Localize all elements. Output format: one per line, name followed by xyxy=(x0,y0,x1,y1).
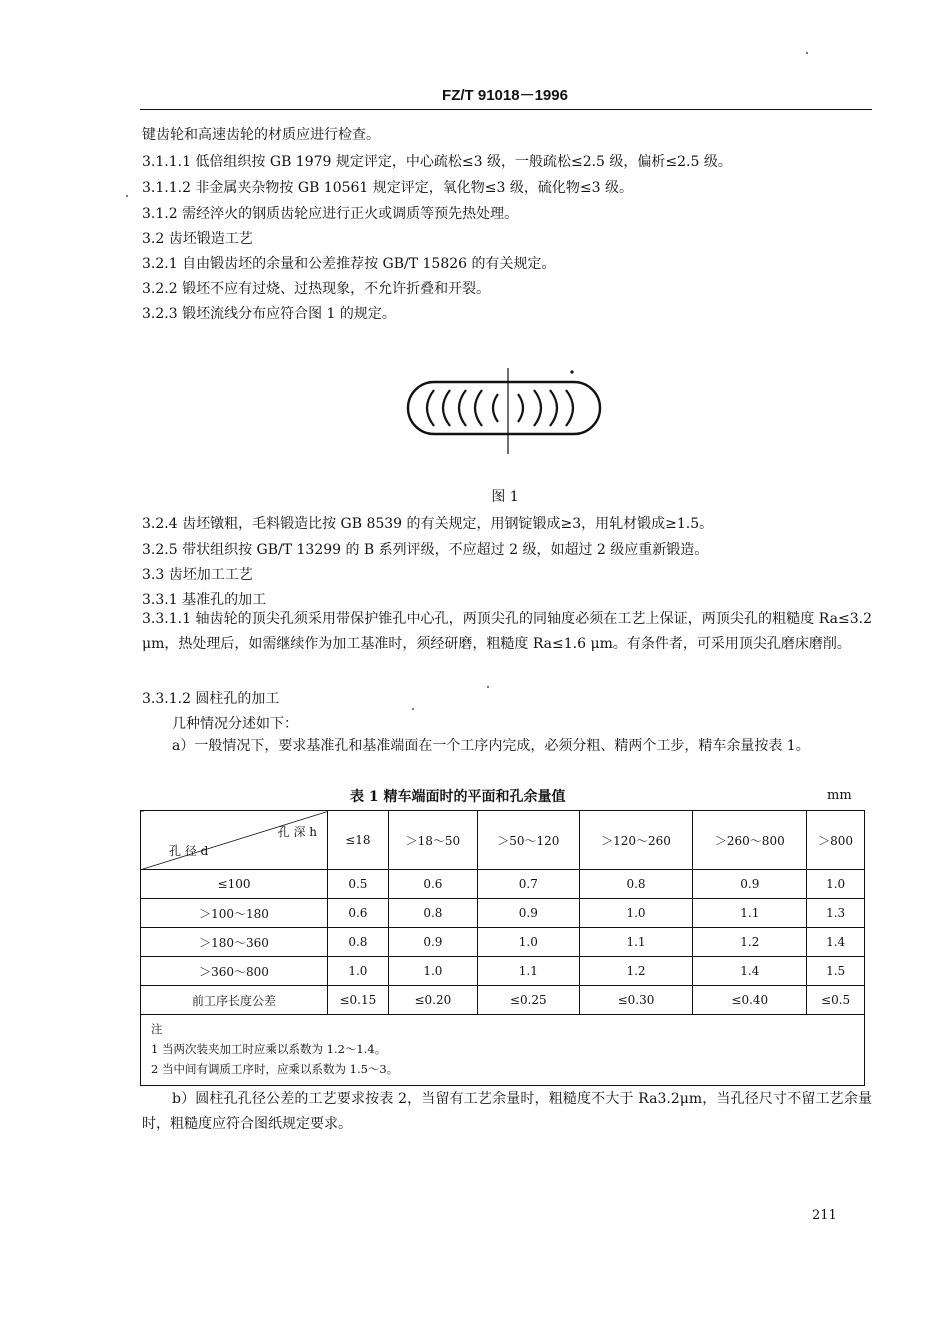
row-label: 前工序长度公差 xyxy=(141,986,328,1015)
table-cell: 0.8 xyxy=(328,928,389,957)
table-cell: 1.0 xyxy=(579,899,693,928)
document-code-header: FZ/T 91018－1996 xyxy=(442,87,568,104)
allowance-table xyxy=(140,810,865,1086)
table-row xyxy=(141,870,865,899)
table-cell: 1.2 xyxy=(693,928,807,957)
note-item: 2 当中间有调质工序时，应乘以系数为 1.5～3。 xyxy=(151,1062,399,1076)
scan-speck xyxy=(487,686,489,688)
table-cell: 1.2 xyxy=(579,957,693,986)
section-3-2-heading: 3.2 齿坯锻造工艺 xyxy=(142,231,253,247)
table-cell: 0.6 xyxy=(388,870,477,899)
table-cell: 1.0 xyxy=(328,957,389,986)
page-number: 211 xyxy=(812,1208,837,1223)
notes-title: 注 xyxy=(151,1022,163,1036)
table-row xyxy=(141,986,865,1015)
row-label: ＞100～180 xyxy=(141,899,328,928)
clause-3-2-5: 3.2.5 带状组织按 GB/T 13299 的 B 系列评级，不应超过 2 级，如超过 2 级应重新锻造。 xyxy=(142,542,709,558)
section-3-3-heading: 3.3 齿坯加工工艺 xyxy=(142,567,253,583)
clause-3-2-2: 3.2.2 锻坯不应有过烧、过热现象，不允许折叠和开裂。 xyxy=(142,281,491,297)
table-cell: 1.3 xyxy=(807,899,865,928)
table-notes xyxy=(141,1015,865,1086)
table-cell: ≤0.15 xyxy=(328,986,389,1015)
clause-3-1-1-2: 3.1.1.2 非金属夹杂物按 GB 10561 规定评定，氧化物≤3 级，硫化物≤3 级。 xyxy=(142,180,633,196)
table-cell: ≤0.20 xyxy=(388,986,477,1015)
clause-3-2-3: 3.2.3 锻坯流线分布应符合图 1 的规定。 xyxy=(142,306,396,322)
table-cell: 1.0 xyxy=(807,870,865,899)
table-unit: mm xyxy=(827,788,852,803)
clause-3-3-1: 3.3.1 基准孔的加工 xyxy=(142,592,267,608)
table-cell: ≤0.25 xyxy=(478,986,580,1015)
table-cell: 1.4 xyxy=(807,928,865,957)
table-cell: 0.6 xyxy=(328,899,389,928)
table-cell: ≤0.5 xyxy=(807,986,865,1015)
clause-3-3-1-2: 3.3.1.2 圆柱孔的加工 xyxy=(142,691,280,707)
table-cell: 0.7 xyxy=(478,870,580,899)
clause-3-1-1-1: 3.1.1.1 低倍组织按 GB 1979 规定评定，中心疏松≤3 级，一般疏松≤2.5 级，偏析≤2.5 级。 xyxy=(142,154,732,170)
table-cell: 1.0 xyxy=(388,957,477,986)
figure-caption: 图 1 xyxy=(491,489,519,505)
table-cell: ≤0.30 xyxy=(579,986,693,1015)
text-line: 键齿轮和高速齿轮的材质应进行检查。 xyxy=(142,127,380,143)
row-label: ≤100 xyxy=(141,870,328,899)
table-cell: 0.5 xyxy=(328,870,389,899)
table-cell: 0.8 xyxy=(579,870,693,899)
table-cell: 1.1 xyxy=(478,957,580,986)
clause-3-2-1: 3.2.1 自由锻齿坯的余量和公差推荐按 GB/T 15826 的有关规定。 xyxy=(142,256,556,272)
table-cell: 0.9 xyxy=(478,899,580,928)
table-header-row xyxy=(141,811,865,870)
table-notes-row xyxy=(141,1015,865,1086)
table-cell: 1.1 xyxy=(579,928,693,957)
note-item: 1 当两次装夹加工时应乘以系数为 1.2～1.4。 xyxy=(151,1042,387,1056)
table-cell: 1.5 xyxy=(807,957,865,986)
item-a: a）一般情况下，要求基准孔和基准端面在一个工序内完成，必须分粗、精两个工步，精车余量按表 1。 xyxy=(172,738,810,754)
table-cell: 0.8 xyxy=(388,899,477,928)
column-header: ＞260～800 xyxy=(693,811,807,870)
item-b: b）圆柱孔孔径公差的工艺要求按表 2，当留有工艺余量时，粗糙度不大于 Ra3.2μm，当孔径尺寸不留工艺余量时，粗糙度应符合图纸规定要求。 xyxy=(142,1091,872,1132)
text-line: 几种情况分述如下： xyxy=(172,716,298,732)
column-axis-label: 孔 深 h xyxy=(277,825,317,839)
table-row xyxy=(141,899,865,928)
row-label: ＞360～800 xyxy=(141,957,328,986)
table-cell: ≤0.40 xyxy=(693,986,807,1015)
column-header: ≤18 xyxy=(328,811,389,870)
table-cell: 1.0 xyxy=(478,928,580,957)
table-cell: 0.9 xyxy=(388,928,477,957)
column-header: ＞800 xyxy=(807,811,865,870)
table-title: 表 1 精车端面时的平面和孔余量值 xyxy=(350,789,566,805)
table-row xyxy=(141,957,865,986)
clause-3-2-4: 3.2.4 齿坯镦粗，毛料锻造比按 GB 8539 的有关规定，用钢锭锻成≥3，用轧材锻成≥1.5。 xyxy=(142,516,714,532)
scan-speck xyxy=(412,708,414,710)
header-rule xyxy=(140,109,872,110)
table-cell: 0.9 xyxy=(693,870,807,899)
table-cell: 1.1 xyxy=(693,899,807,928)
clause-3-3-1-1: 3.3.1.1 轴齿轮的顶尖孔须采用带保护锥孔中心孔，两顶尖孔的同轴度必须在工艺上保证，两顶尖孔的粗糙度 Ra≤3.2 μm，热处理后，如需继续作为加工基准时，须经研磨，粗糙度 Ra≤1.6 μm。有条件者，可采用顶尖孔磨床磨削。 xyxy=(142,611,872,652)
column-header: ＞120～260 xyxy=(579,811,693,870)
scan-speck xyxy=(806,52,808,54)
clause-3-1-2: 3.1.2 需经淬火的钢质齿轮应进行正火或调质等预先热处理。 xyxy=(142,206,519,222)
scan-speck xyxy=(126,195,128,197)
column-header: ＞50～120 xyxy=(478,811,580,870)
row-axis-label: 孔 径 d xyxy=(169,844,209,858)
row-label: ＞180～360 xyxy=(141,928,328,957)
table-row xyxy=(141,928,865,957)
table-cell: 1.4 xyxy=(693,957,807,986)
diagonal-header-cell xyxy=(141,811,328,870)
column-header: ＞18～50 xyxy=(388,811,477,870)
forging-flow-lines-diagram xyxy=(400,360,610,460)
